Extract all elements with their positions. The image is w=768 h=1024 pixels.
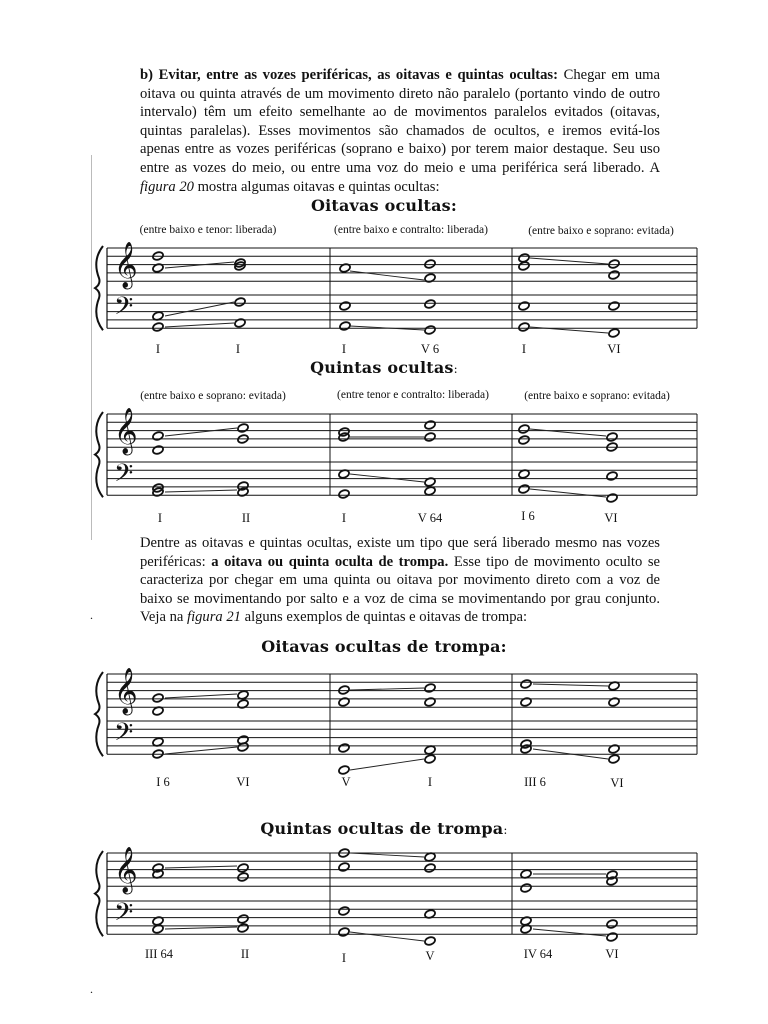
whole-note	[234, 297, 246, 307]
paragraph-bold-mid: a oitava ou quinta oculta de trompa.	[211, 553, 449, 570]
whole-note	[237, 423, 249, 433]
whole-note	[608, 697, 620, 707]
whole-note	[338, 765, 350, 775]
whole-note	[237, 872, 249, 882]
voice-leading-line	[165, 302, 234, 316]
chord-symbol: VI	[607, 342, 621, 356]
example-title: Oitavas ocultas:	[310, 196, 457, 215]
chord-symbol: VI	[236, 775, 250, 789]
whole-note	[608, 259, 620, 269]
whole-note	[520, 697, 532, 707]
whole-note	[339, 321, 351, 331]
voice-leading-line	[165, 927, 237, 929]
example-title: Quintas ocultas:	[310, 358, 458, 377]
paragraph-horn-fifths	[140, 534, 660, 627]
treble-clef-icon: 𝄞	[114, 242, 138, 288]
chord-symbol: VI	[604, 511, 618, 525]
whole-note	[338, 862, 350, 872]
voice-leading-line	[350, 759, 424, 770]
voice-leading-line	[165, 747, 237, 754]
paragraph-bold-lead: b) Evitar, entre as vozes periféricas, as oitavas e quintas ocultas:	[140, 67, 558, 83]
example-title: Oitavas ocultas de trompa:	[261, 637, 507, 656]
whole-note	[338, 489, 350, 499]
measure-label: (entre baixo e soprano: evitada)	[528, 225, 674, 237]
whole-note	[424, 754, 436, 764]
whole-note	[518, 301, 530, 311]
whole-note	[606, 493, 618, 503]
whole-note	[152, 322, 164, 332]
whole-note	[608, 270, 620, 280]
chord-symbol: V	[341, 775, 351, 789]
voice-leading-line	[350, 688, 424, 690]
bass-clef-icon: 𝄢	[114, 898, 134, 933]
measure-label: (entre tenor e contralto: liberada)	[337, 389, 489, 401]
whole-note	[606, 471, 618, 481]
chord-symbol: I	[235, 342, 241, 356]
chord-symbol: II	[241, 511, 251, 525]
chord-symbol: V 64	[417, 511, 443, 525]
paragraph-text: alguns exemplos de quintas e oitavas de trompa:	[240, 609, 528, 626]
whole-note	[339, 301, 351, 311]
whole-note	[152, 924, 164, 934]
voice-leading-line	[350, 853, 424, 857]
bass-clef-icon: 𝄢	[114, 459, 134, 494]
whole-note	[338, 927, 350, 937]
brace	[95, 412, 103, 497]
paragraph-text: Esse tipo de movimento oculto se caracteriza por chegar em uma quinta ou oitava por movimento direto com a voz de baixo se movimentando por salto e a voz de cima se movimentando por grau conjunto. Veja na	[140, 553, 660, 626]
whole-note	[606, 932, 618, 942]
figure-reference: figura 20	[140, 178, 194, 195]
chord-symbol: V 6	[420, 342, 440, 356]
whole-note	[237, 914, 249, 924]
whole-note	[608, 328, 620, 338]
paragraph-hidden-intervals	[140, 66, 660, 196]
chord-symbol: I	[155, 342, 161, 356]
voice-leading-line	[165, 323, 234, 327]
measure-label: (entre baixo e soprano: evitada)	[140, 390, 286, 402]
grand-staff-system	[0, 237, 768, 349]
whole-note	[518, 322, 530, 332]
whole-note	[424, 683, 436, 693]
whole-note	[518, 435, 530, 445]
chord-symbol: I	[341, 342, 347, 356]
treble-clef-icon: 𝄞	[114, 847, 138, 893]
whole-note	[424, 420, 436, 430]
chord-symbol: III 64	[144, 947, 174, 961]
whole-note	[338, 685, 350, 695]
measure-label: (entre baixo e soprano: evitada)	[524, 390, 670, 402]
chord-symbol: III 6	[524, 775, 546, 789]
voice-leading-line	[350, 271, 424, 280]
voice-leading-line	[165, 866, 237, 868]
brace	[95, 851, 103, 936]
chord-symbol: VI	[605, 947, 619, 961]
whole-note	[608, 754, 620, 764]
whole-note	[606, 432, 618, 442]
whole-note	[237, 863, 249, 873]
whole-note	[518, 484, 530, 494]
chord-symbol: I	[341, 951, 347, 965]
treble-clef-icon: 𝄞	[114, 408, 138, 454]
voice-leading-line	[533, 929, 606, 936]
bass-clef-icon: 𝄢	[114, 292, 134, 327]
chord-symbol: IV 64	[523, 947, 553, 961]
whole-note	[606, 919, 618, 929]
whole-note	[608, 744, 620, 754]
grand-staff-system	[0, 663, 768, 775]
whole-note	[424, 863, 436, 873]
voice-leading-line	[530, 429, 606, 436]
whole-note	[520, 924, 532, 934]
whole-note	[338, 697, 350, 707]
whole-note	[518, 424, 530, 434]
chord-symbol: I 6	[156, 775, 170, 789]
whole-note	[152, 431, 164, 441]
whole-note	[424, 697, 436, 707]
whole-note	[520, 883, 532, 893]
voice-leading-line	[165, 428, 237, 436]
chord-symbol: II	[240, 947, 250, 961]
whole-note	[234, 318, 246, 328]
whole-note	[338, 906, 350, 916]
voice-leading-line	[530, 258, 608, 264]
whole-note	[424, 259, 436, 269]
chord-symbol: I	[427, 775, 433, 789]
grand-staff-system	[0, 403, 768, 515]
grand-staff-system	[0, 843, 768, 953]
measure-label: (entre baixo e tenor: liberada)	[139, 224, 277, 236]
whole-note	[424, 432, 436, 442]
chord-symbol: I 6	[521, 509, 535, 523]
voice-leading-line	[350, 474, 424, 482]
example-title: Quintas ocultas de trompa:	[260, 819, 508, 838]
paragraph-text: Dentre as oitavas e quintas ocultas, existe um tipo que será liberado mesmo nas vozes periféricas:	[140, 535, 660, 570]
whole-note	[518, 261, 530, 271]
figure-reference: figura 21	[187, 609, 241, 626]
chord-symbol: I	[157, 511, 163, 525]
whole-note	[424, 936, 436, 946]
voice-leading-line	[530, 489, 606, 497]
treble-clef-icon: 𝄞	[114, 668, 138, 714]
voice-leading-line	[350, 932, 424, 941]
voice-leading-line	[165, 694, 237, 698]
measure-label: (entre baixo e contralto: liberada)	[334, 224, 488, 236]
whole-note	[152, 445, 164, 455]
paragraph-text: mostra algumas oitavas e quintas ocultas:	[193, 178, 440, 195]
bass-clef-icon: 𝄢	[114, 718, 134, 753]
chord-symbol: I	[521, 342, 527, 356]
brace	[95, 672, 103, 756]
margin-dot: .	[90, 982, 93, 996]
paragraph-text: Chegar em uma oitava ou quinta através de um movimento direto não paralelo (portanto vindo de outro intervalo) têm um efeito semelhante ao de movimentos paralelos evitados (oitavas, quintas paralelas). Esses movimentos são chamados de ocultos, e iremos evitá-los apenas entre as vozes periféricas (soprano e baixo) por terem maior destaque. Seu uso entre as vozes do meio, ou entre uma voz do meio e uma periférica será liberado. A	[140, 67, 660, 176]
chord-symbol: VI	[610, 776, 624, 790]
voice-leading-line	[533, 684, 608, 686]
chord-symbol: I	[341, 511, 347, 525]
voice-leading-line	[165, 490, 237, 492]
brace	[95, 246, 103, 330]
whole-note	[608, 301, 620, 311]
whole-note	[237, 923, 249, 933]
whole-note	[424, 299, 436, 309]
chord-symbol: V	[425, 949, 435, 963]
whole-note	[424, 325, 436, 335]
whole-note	[338, 743, 350, 753]
margin-dot: .	[90, 608, 93, 622]
whole-note	[152, 693, 164, 703]
whole-note	[520, 679, 532, 689]
